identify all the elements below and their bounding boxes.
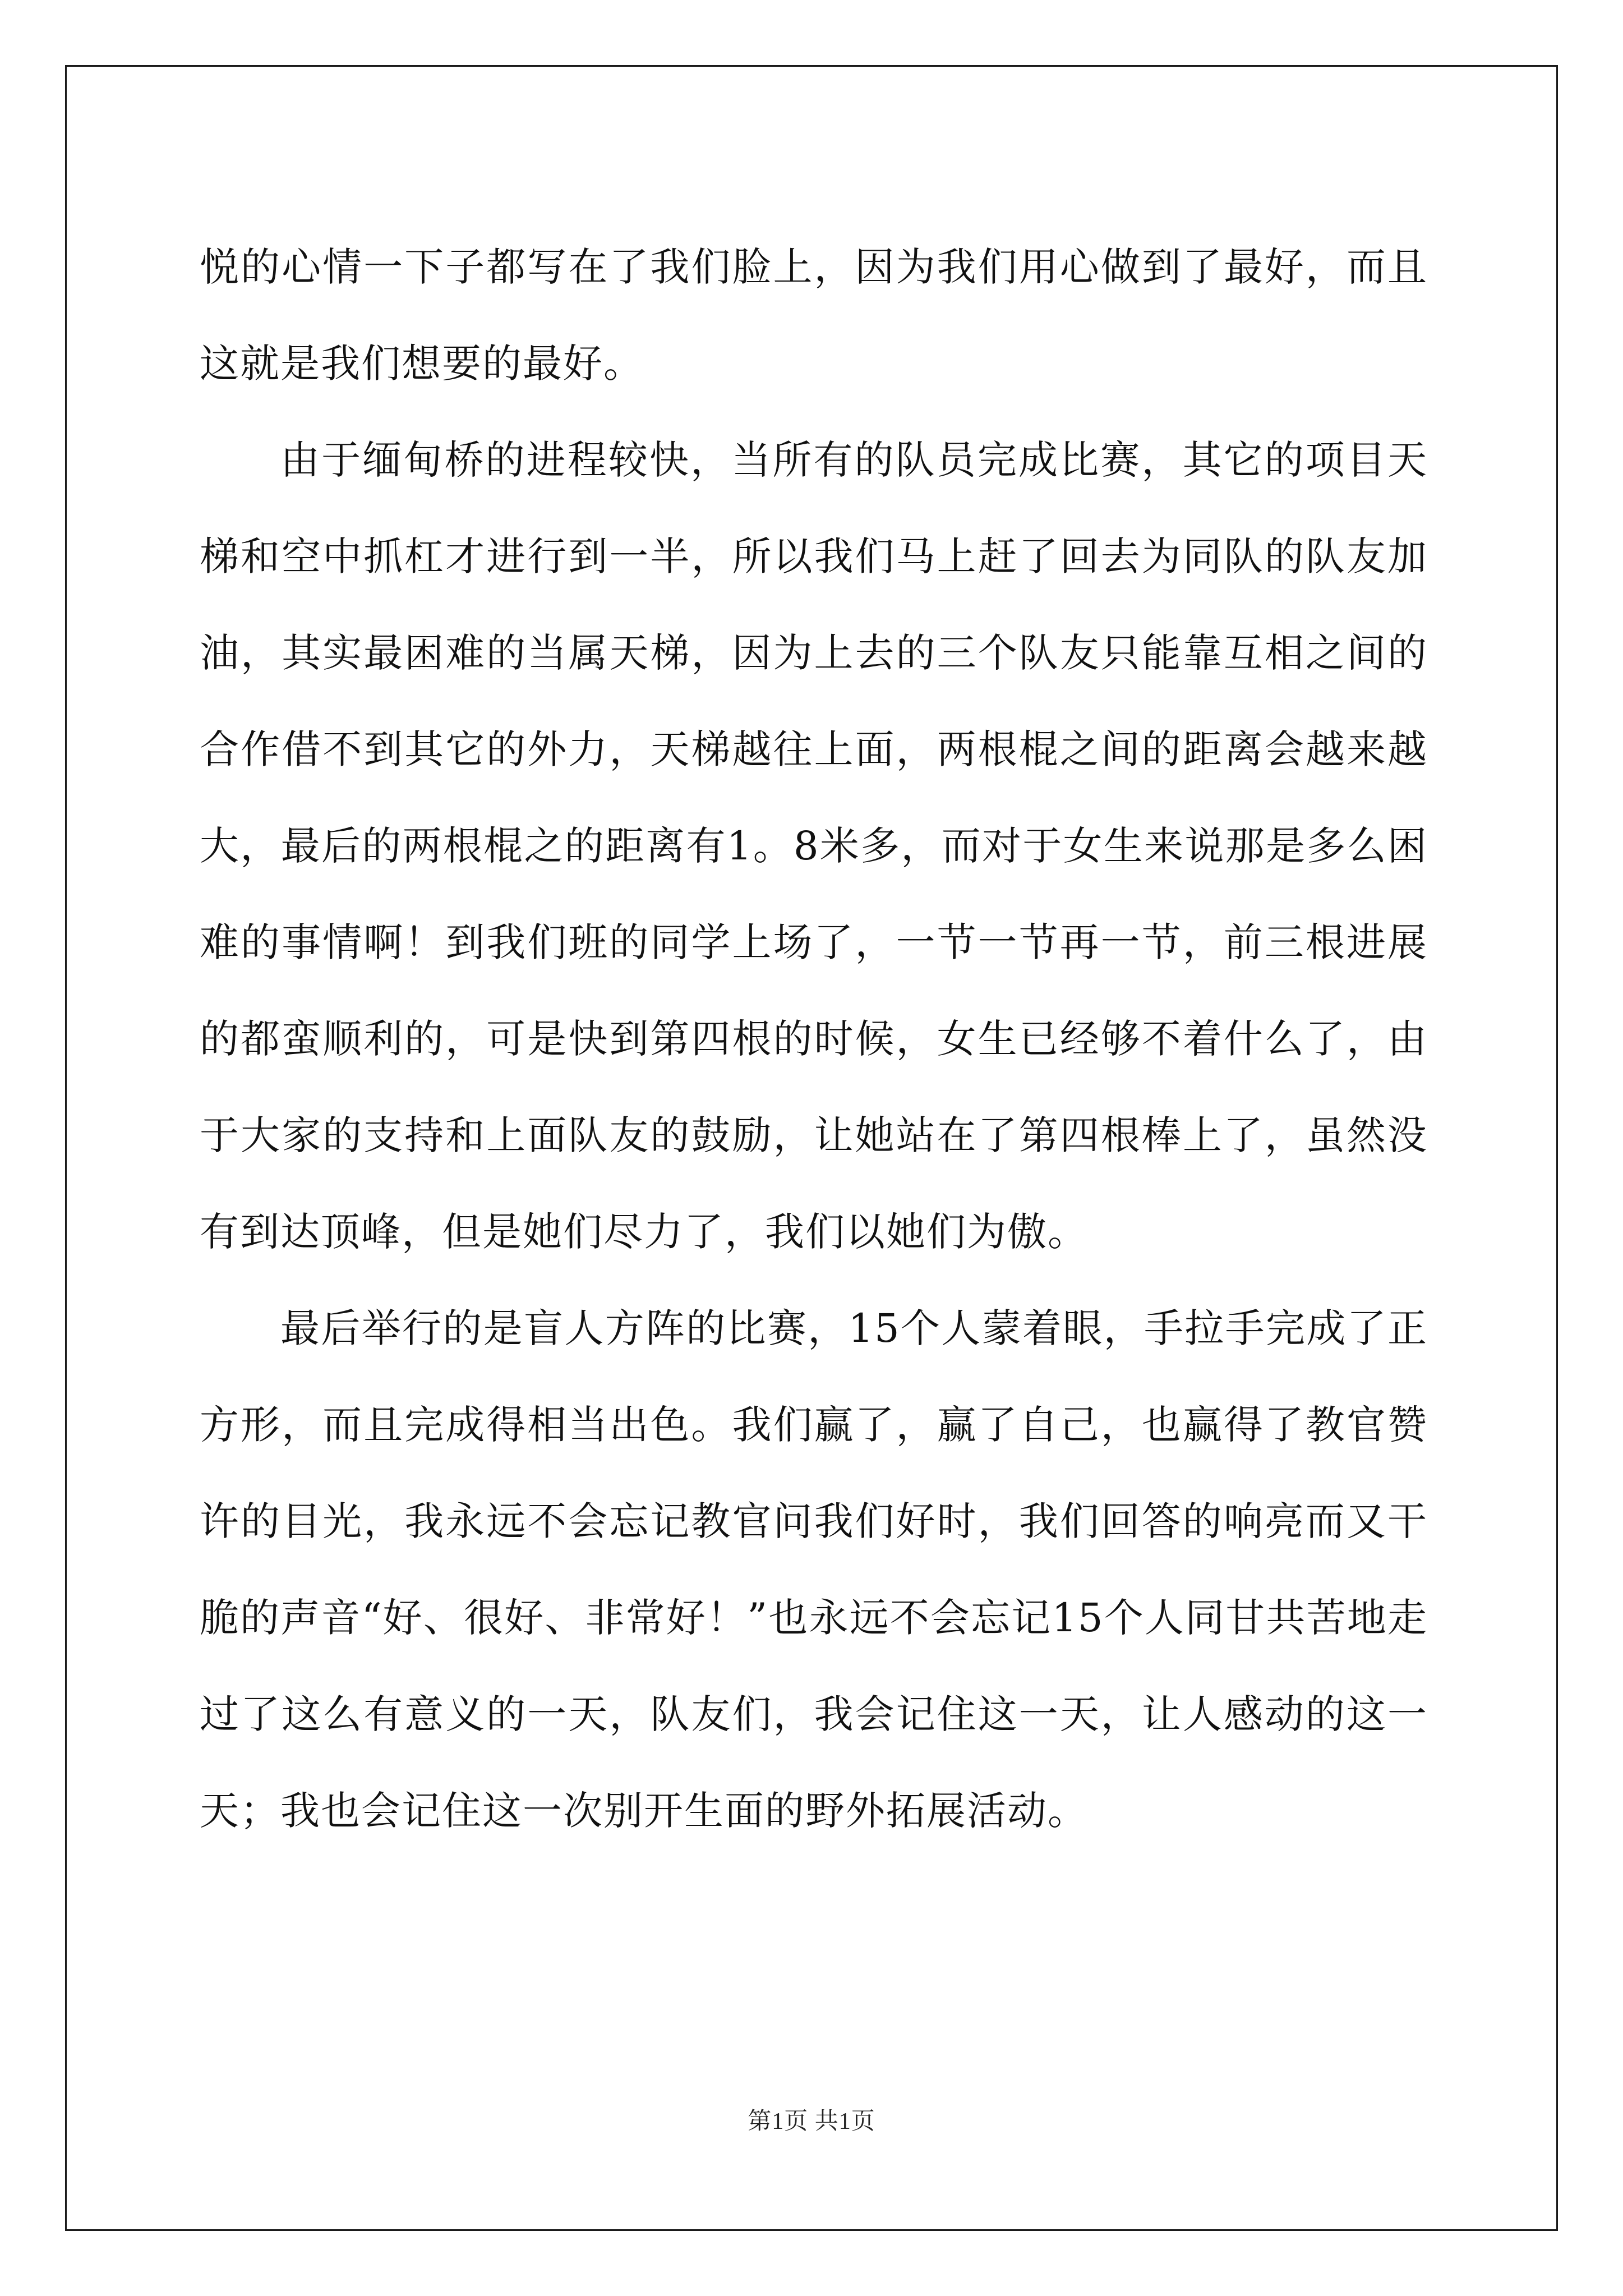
page-footer: 第1页 共1页 — [748, 2109, 875, 2134]
paragraph-continuation: 悦的心情一下子都写在了我们脸上，因为我们用心做到了最好，而且这就是我们想要的最好。 — [200, 244, 1428, 386]
document-body — [200, 219, 1428, 1859]
paragraph-tianti: 由于缅甸桥的进程较快，当所有的队员完成比赛，其它的项目天梯和空中抓杠才进行到一半，所以我们马上赶了回去为同队的队友加油，其实最困难的当属天梯，因为上去的三个队友只能靠互相之间的合作借不到其它的外力，天梯越往上面，两根棍之间的距离会越来越大，最后的两根棍之的距离有1。8米多，而对于女生来说那是多么困难的事情啊！到我们班的同学上场了，一节一节再一节，前三根进展的都蛮顺利的，可是快到第四根的时候，女生已经够不着什么了，由于大家的支持和上面队友的鼓励，让她站在了第四根棒上了，虽然没有到达顶峰，但是她们尽力了，我们以她们为傲。 — [200, 437, 1428, 1255]
paragraph-blind-square: 最后举行的是盲人方阵的比赛，15个人蒙着眼，手拉手完成了正方形，而且完成得相当出色。我们赢了，赢了自己，也赢得了教官赞许的目光，我永远不会忘记教官问我们好时，我们回答的响亮而又干脆的声音“好、很好、非常好！”也永远不会忘记15个人同甘共苦地走过了这么有意义的一天，队友们，我会记住这一天，让人感动的这一天；我也会记住这一次别开生面的野外拓展活动。 — [200, 1305, 1428, 1834]
